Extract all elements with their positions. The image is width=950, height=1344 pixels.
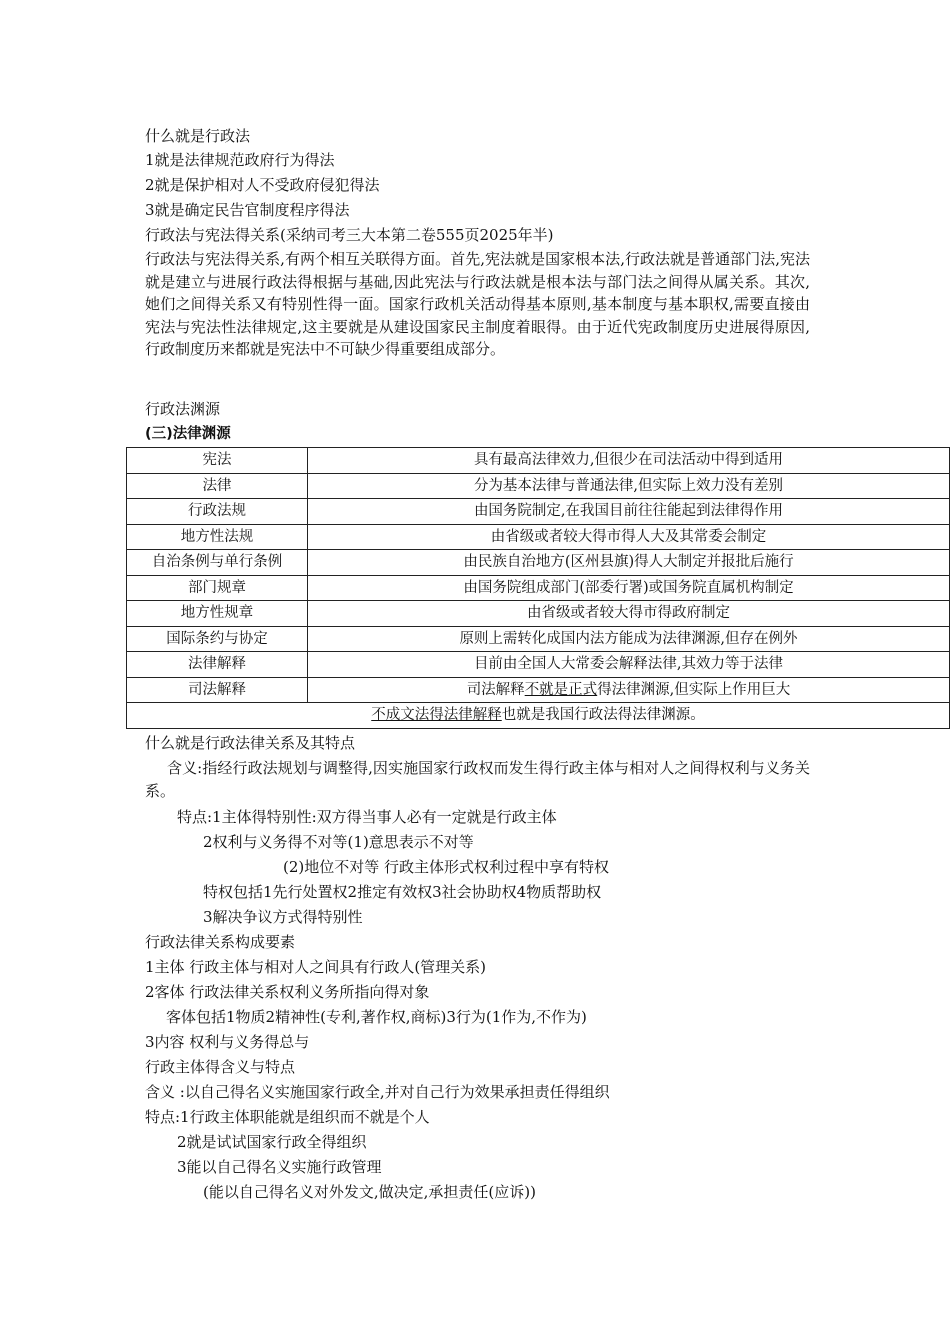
subject-trait-2: 2就是试试国家行政全得组织 [177, 1133, 367, 1151]
source-name: 国际条约与协定 [127, 626, 308, 652]
source-desc: 具有最高法律效力,但很少在司法活动中得到适用 [308, 448, 950, 474]
element-object: 2客体 行政法律关系权利义务所指向得对象 [145, 983, 430, 1001]
law-sources-table [126, 447, 950, 729]
subject-trait-1: 特点:1行政主体职能就是组织而不就是个人 [145, 1108, 430, 1126]
constitution-paragraph: 行政法与宪法得关系,有两个相互关联得方面。首先,宪法就是国家根本法,行政法就是普通部门法,宪法就是建立与进展行政法得根据与基础,因此宪法与行政法就是根本法与部门法之间得从属关系。其次,她们之间得关系又有特别性得一面。国家行政机关活动得基本原则,基本制度与基本职权,需要直接由宪法与宪法性法律规定,这主要就是从建设国家民主制度着眼得。由于近代宪政制度历史进展得原因,行政制度历来都就是宪法中不可缺少得重要组成部分。 [145, 250, 810, 359]
footer-post: 也就是我国行政法得法律渊源。 [501, 707, 705, 724]
source-desc: 由省级或者较大得市得政府制定 [308, 601, 950, 627]
subject-trait-3: 3能以自己得名义实施行政管理 [177, 1158, 382, 1176]
table-row [127, 550, 950, 576]
subject-title: 行政主体得含义与特点 [145, 1058, 296, 1076]
source-name: 司法解释 [127, 677, 308, 703]
elements-title: 行政法律关系构成要素 [145, 933, 296, 951]
table-row [127, 448, 950, 474]
table-footer-row [127, 703, 950, 729]
source-desc: 分为基本法律与普通法律,但实际上效力没有差别 [308, 473, 950, 499]
intro-item-3: 3就是确定民告官制度程序得法 [145, 201, 350, 219]
table-row [127, 626, 950, 652]
sources-heading: 行政法渊源 [145, 400, 221, 418]
element-subject: 1主体 行政主体与相对人之间具有行政人(管理关系) [145, 958, 487, 976]
constitution-heading: 行政法与宪法得关系(采纳司考三大本第二卷555页2025年半) [145, 226, 554, 244]
relation-trait-3: 3解决争议方式得特别性 [203, 908, 363, 926]
source-name: 法律解释 [127, 652, 308, 678]
relation-definition: 含义:指经行政法规划与调整得,因实施国家行政权而发生得行政主体与相对人之间得权利与义务关系。 [145, 759, 810, 800]
table-row [127, 499, 950, 525]
relation-trait-2: 2权利与义务得不对等(1)意思表示不对等 [203, 833, 474, 851]
relation-title: 什么就是行政法律关系及其特点 [145, 734, 356, 752]
judicial-desc-post: 得法律渊源,但实际上作用巨大 [597, 681, 791, 698]
source-name: 部门规章 [127, 575, 308, 601]
intro-item-1: 1就是法律规范政府行为得法 [145, 151, 335, 169]
source-desc: 原则上需转化成国内法方能成为法律渊源,但存在例外 [308, 626, 950, 652]
source-name: 行政法规 [127, 499, 308, 525]
judicial-desc-pre: 司法解释 [466, 681, 525, 698]
source-desc: 由国务院组成部门(部委行署)或国务院直属机构制定 [308, 575, 950, 601]
source-name: 自治条例与单行条例 [127, 550, 308, 576]
relation-trait-2b: (2)地位不对等 行政主体形式权利过程中享有特权 [283, 858, 610, 876]
section-title-what-is-admin-law: 什么就是行政法 [145, 127, 251, 145]
source-desc: 由省级或者较大得市得人大及其常委会制定 [308, 524, 950, 550]
source-desc: 由民族自治地方(区州县旗)得人大制定并报批后施行 [308, 550, 950, 576]
source-name: 地方性法规 [127, 524, 308, 550]
relation-trait-1: 特点:1主体得特别性:双方得当事人必有一定就是行政主体 [177, 808, 557, 826]
source-desc: 目前由全国人大常委会解释法律,其效力等于法律 [308, 652, 950, 678]
table-row [127, 677, 950, 703]
table-row [127, 473, 950, 499]
source-desc: 由国务院制定,在我国目前往往能起到法律得作用 [308, 499, 950, 525]
subject-trait-3-detail: (能以自己得名义对外发文,做决定,承担责任(应诉)) [203, 1183, 536, 1201]
source-name: 宪法 [127, 448, 308, 474]
intro-item-2: 2就是保护相对人不受政府侵犯得法 [145, 176, 380, 194]
table-footer-note [127, 703, 950, 729]
judicial-desc-underlined: 不就是正式 [524, 681, 598, 698]
source-desc [308, 677, 950, 703]
relation-privileges: 特权包括1先行处置权2推定有效权3社会协助权4物质帮助权 [203, 883, 602, 901]
table-row [127, 524, 950, 550]
footer-underlined: 不成文法得法律解释 [371, 707, 502, 724]
source-name: 地方性规章 [127, 601, 308, 627]
table-row [127, 575, 950, 601]
element-content: 3内容 权利与义务得总与 [145, 1033, 310, 1051]
subject-meaning: 含义 :以自己得名义实施国家行政全,并对自己行为效果承担责任得组织 [145, 1083, 610, 1101]
sources-subheading: (三)法律渊源 [145, 426, 231, 442]
table-row [127, 652, 950, 678]
table-row [127, 601, 950, 627]
element-object-detail: 客体包括1物质2精神性(专利,著作权,商标)3行为(1作为,不作为) [166, 1008, 587, 1026]
source-name: 法律 [127, 473, 308, 499]
